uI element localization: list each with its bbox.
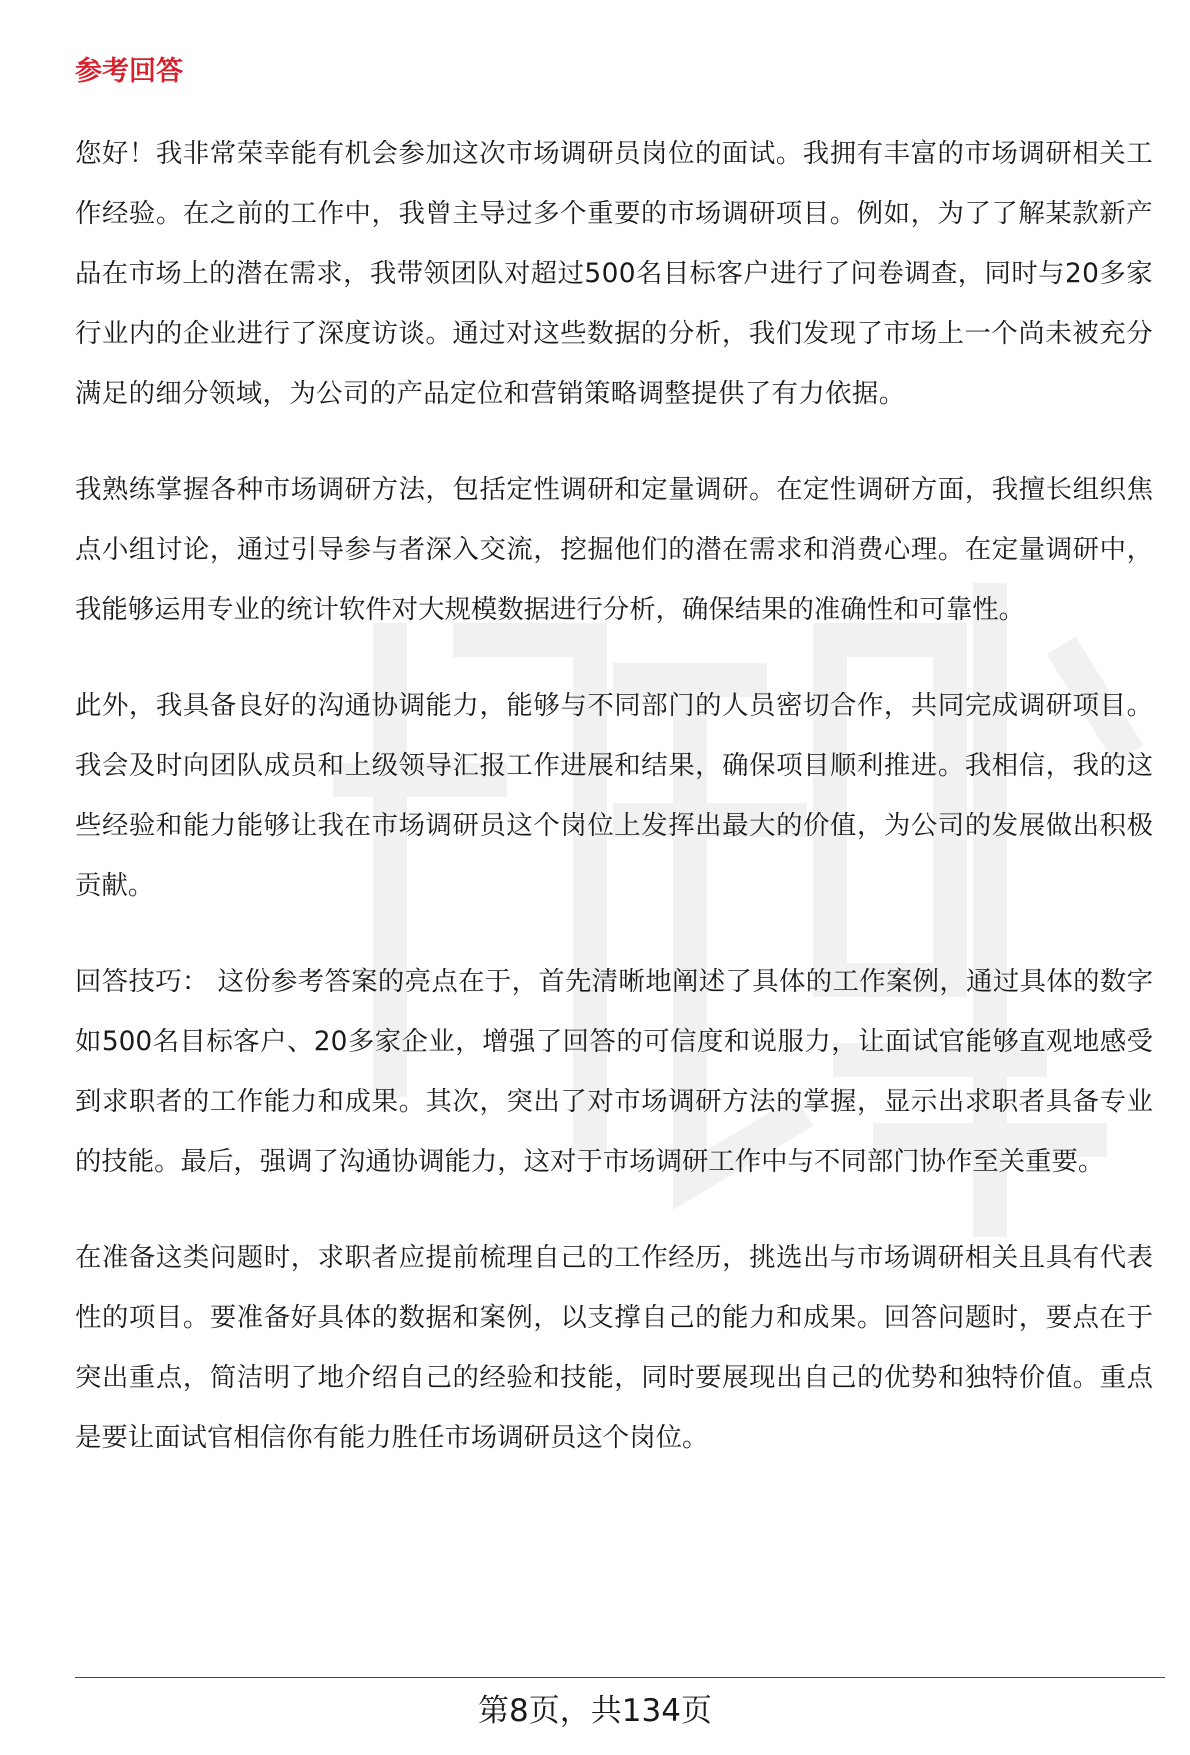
paragraph-tips: 回答技巧： 这份参考答案的亮点在于，首先清晰地阐述了具体的工作案例，通过具体的数字如500名目标客户、20多家企业，增强了回答的可信度和说服力，让面试官能够直观地感受到求职者的工作能力和成果。其次，突出了对市场调研方法的掌握，显示出求职者具备专业的技能。最后，强调了沟通协调能力，这对于市场调研工作中与不同部门协作至关重要。 <box>75 966 1153 1177</box>
footer-divider <box>75 1677 1165 1678</box>
paragraph-3: 此外，我具备良好的沟通协调能力，能够与不同部门的人员密切合作，共同完成调研项目。我会及时向团队成员和上级领导汇报工作进展和结果，确保项目顺利推进。我相信，我的这些经验和能力能够让我在市场调研员这个岗位上发挥出最大的价值，为公司的发展做出积极贡献。 <box>75 690 1153 901</box>
answer-body <box>75 124 1153 1504</box>
paragraph-2: 我熟练掌握各种市场调研方法，包括定性调研和定量调研。在定性调研方面，我擅长组织焦点小组讨论，通过引导参与者深入交流，挖掘他们的潜在需求和消费心理。在定量调研中，我能够运用专业的统计软件对大规模数据进行分析，确保结果的准确性和可靠性。 <box>75 474 1153 625</box>
paragraph-1: 您好！我非常荣幸能有机会参加这次市场调研员岗位的面试。我拥有丰富的市场调研相关工作经验。在之前的工作中，我曾主导过多个重要的市场调研项目。例如，为了了解某款新产品在市场上的潜在需求，我带领团队对超过500名目标客户进行了问卷调查，同时与20多家行业内的企业进行了深度访谈。通过对这些数据的分析，我们发现了市场上一个尚未被充分满足的细分领域，为公司的产品定位和营销策略调整提供了有力依据。 <box>75 138 1153 409</box>
paragraph-preparation: 在准备这类问题时，求职者应提前梳理自己的工作经历，挑选出与市场调研相关且具有代表性的项目。要准备好具体的数据和案例，以支撑自己的能力和成果。回答问题时，要点在于突出重点，简洁明了地介绍自己的经验和技能，同时要展现出自己的优势和独特价值。重点是要让面试官相信你有能力胜任市场调研员这个岗位。 <box>75 1242 1153 1453</box>
section-heading: 参考回答 <box>75 56 183 87</box>
page-number: 第8页，共134页 <box>478 1693 712 1729</box>
